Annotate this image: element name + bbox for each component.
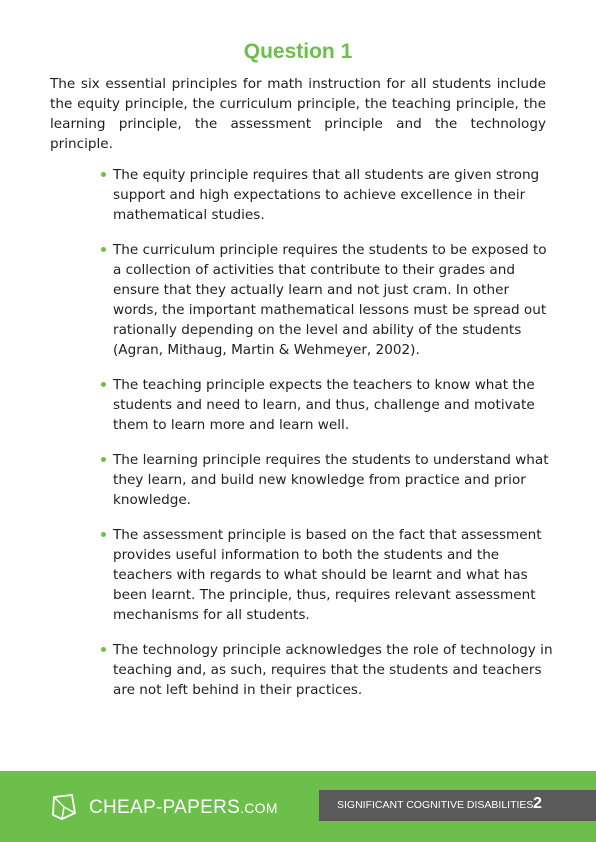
page-number: 2	[533, 795, 542, 812]
list-item-text: The technology principle acknowledges the role of technology in teaching and, as such, requires that the students and teachers are not left behind in their practices.	[113, 642, 553, 698]
brand-name: CHEAP-PAPERS	[89, 797, 241, 818]
footer-section-bar	[319, 790, 596, 821]
bullet-icon	[101, 647, 106, 652]
brand-logo-text	[89, 797, 278, 819]
list-item	[100, 640, 556, 700]
bullet-icon	[101, 172, 106, 177]
list-item-text: The equity principle requires that all students are given strong support and high expectations to achieve excellence in their mathematical studies.	[113, 167, 540, 223]
list-item	[100, 375, 556, 435]
page-footer	[0, 771, 596, 842]
list-item-text: The teaching principle expects the teachers to know what the students and need to learn, and thus, challenge and motivate them to learn more and learn well.	[113, 377, 535, 433]
intro-paragraph: The six essential principles for math instruction for all students include the equity principle, the curriculum principle, the teaching principle, the learning principle, the assessment principle and the technology principle.	[50, 76, 546, 152]
list-item-text: The learning principle requires the students to understand what they learn, and build new knowledge from practice and prior knowledge.	[113, 452, 549, 508]
list-item	[100, 240, 556, 360]
bullet-icon	[101, 457, 106, 462]
list-item	[100, 525, 556, 625]
list-item	[100, 165, 556, 225]
bullet-icon	[101, 247, 106, 252]
list-item	[100, 450, 556, 510]
section-label: SIGNIFICANT COGNITIVE DISABILITIES	[337, 799, 534, 811]
brand-tld: .COM	[240, 800, 278, 816]
principles-list	[100, 165, 556, 715]
bullet-icon	[101, 532, 106, 537]
paper-fold-logo-icon	[50, 793, 78, 821]
page-title: Question 1	[243, 40, 353, 63]
list-item-text: The assessment principle is based on the fact that assessment provides useful information to both the students and the teachers with regards to what should be learnt and what has been learnt. The principle, thus, requires relevant assessment mechanisms for all students.	[113, 527, 542, 623]
list-item-text: The curriculum principle requires the students to be exposed to a collection of activities that contribute to their grades and ensure that they actually learn and not just cram. In other words, the important mathematical lessons must be spread out rationally depending on the level and ability of the students (Agran, Mithaug, Martin & Wehmeyer, 2002).	[113, 242, 547, 358]
bullet-icon	[101, 382, 106, 387]
